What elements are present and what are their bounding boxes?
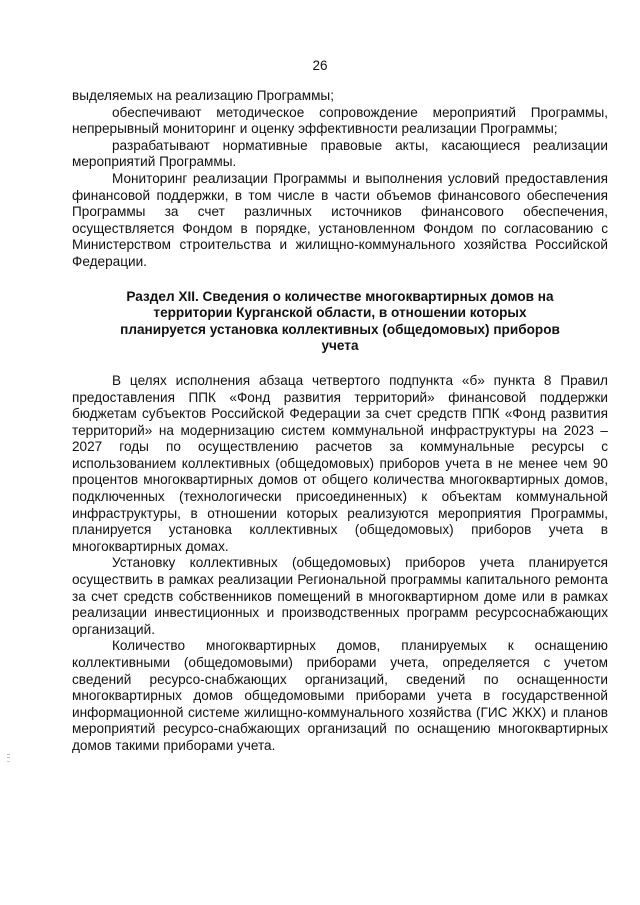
scan-margin-mark bbox=[7, 754, 10, 768]
paragraph: обеспечивают методическое сопровождение мероприятий Программы, непрерывный мониторинг и оценку эффективности реализации Программы; bbox=[72, 104, 608, 137]
paragraph: Количество многоквартирных домов, планируемых к оснащению коллективными (общедомовыми) приборами учета, определяется с учетом сведений ресурсо-снабжающих организаций, сведений по оснащенности многоквартирных домов общедомовыми приборами учета в государственной информационной системе жилищно-коммунального хозяйства (ГИС ЖКХ) и планов мероприятий ресурсо-снабжающих организаций по оснащению многоквартирных домов такими приборами учета. bbox=[72, 638, 608, 753]
paragraph: разрабатывают нормативные правовые акты, касающиеся реализации мероприятий Программы. bbox=[72, 137, 608, 170]
page-number: 26 bbox=[312, 58, 328, 73]
paragraph: выделяемых на реализацию Программы; bbox=[72, 88, 334, 103]
document-body bbox=[72, 88, 608, 755]
paragraph: Мониторинг реализации Программы и выполнения условий предоставления финансовой поддержки, в том числе в части объемов финансового обеспечения Программы за счет различных источников финансового обеспечения, осуществляется Фондом в порядке, установленном Фондом по согласованию с Министерством строительства и жилищно-коммунального хозяйства Российской Федерации. bbox=[72, 170, 608, 269]
paragraph: Установку коллективных (общедомовых) приборов учета планируется осуществить в рамках реализации Региональной программы капитального ремонта за счет средств собственников помещений в многоквартирном доме или в рамках реализации инвестиционных и производственных программ ресурсоснабжающих организаций. bbox=[72, 555, 608, 637]
section-heading: Раздел XII. Сведения о количестве многоквартирных домов на территории Курганской области, в отношении которых планируется установка коллективных (общедомовых) приборов учета bbox=[120, 288, 560, 354]
paragraph: В целях исполнения абзаца четвертого подпункта «б» пункта 8 Правил предоставления ППК «Фонд развития территорий» финансовой поддержки бюджетам субъектов Российской Федерации за счет средств ППК «Фонд развития территорий» на модернизацию систем коммунальной инфраструктуры на 2023 – 2027 годы по осуществлению расчетов за коммунальные ресурсы с использованием коллективных (общедомовых) приборов учета в не менее чем 90 процентов многоквартирных домов от общего количества многоквартирных домов, подключенных (технологически присоединенных) к объектам коммунальной инфраструктуры, в отношении которых реализуются мероприятия Программы, планируется установка коллективных (общедомовых) приборов учета в многоквартирных домах. bbox=[72, 372, 608, 554]
